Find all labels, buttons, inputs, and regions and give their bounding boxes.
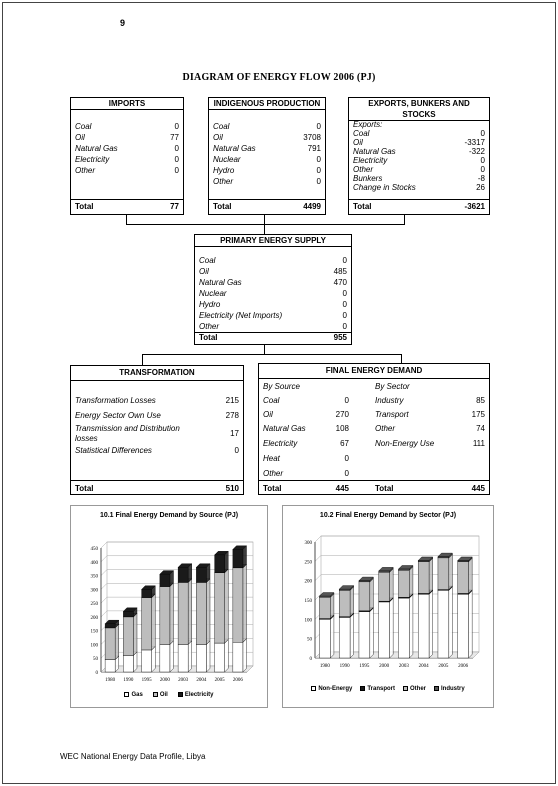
y-tick-label: 250 (90, 602, 98, 608)
imports-total: Total 77 (75, 202, 179, 211)
bar-segment-side (330, 594, 334, 619)
grid-line (101, 597, 107, 603)
by-sector-row: Other 74 (375, 424, 485, 433)
bar-segment-other (379, 572, 390, 601)
exports-row: Other 0 (353, 165, 485, 174)
bar-segment-industry (418, 561, 429, 562)
transformation-row: Statistical Differences 0 (75, 446, 239, 455)
imports-row: Other 0 (75, 166, 179, 175)
bar-segment-non-energy (359, 612, 370, 658)
bar-segment-electricity (142, 589, 152, 597)
bar-segment-industry (438, 557, 449, 558)
connector-line (264, 214, 265, 234)
bar-segment-side (390, 569, 394, 602)
by-source-total: Total 445 (263, 484, 349, 493)
bar-segment-industry (379, 571, 390, 572)
y-tick-label: 100 (90, 643, 98, 649)
transformation-row: Energy Sector Own Use 278 (75, 411, 239, 420)
bar-segment-gas (215, 643, 225, 672)
imports-row: Electricity 0 (75, 155, 179, 164)
bar-segment-side (449, 554, 453, 589)
chart-plot-source (71, 528, 269, 698)
exports-row: Oil -3317 (353, 138, 485, 147)
bar-segment-non-energy (319, 619, 330, 658)
exports-row: Natural Gas -322 (353, 147, 485, 156)
by-sector-total: Total 445 (375, 484, 485, 493)
page-number: 9 (120, 18, 126, 28)
y-tick-label: 0 (95, 671, 98, 676)
bar-segment-side (409, 567, 413, 598)
primary-row: Electricity (Net Imports) 0 (199, 311, 347, 320)
primary-energy-supply-box (194, 234, 352, 345)
x-tick-label: 1990 (123, 678, 134, 683)
y-tick-label: 300 (304, 541, 312, 546)
bar-segment-electricity (160, 574, 170, 586)
total-divider (349, 199, 489, 200)
transformation-row: Transformation Losses 215 (75, 396, 239, 405)
chart-title: 10.1 Final Energy Demand by Source (PJ) (99, 512, 239, 519)
imports-row: Natural Gas 0 (75, 144, 179, 153)
connector-line (142, 354, 143, 365)
bar-segment-non-energy (438, 590, 449, 658)
bar-segment-other (418, 562, 429, 594)
bar-segment-side (429, 591, 433, 658)
transformation-row: Transmission and Distribution losses 17 (75, 424, 239, 443)
bar-segment-industry (458, 561, 469, 562)
y-tick-label: 350 (90, 574, 98, 580)
exports-row: Coal 0 (353, 129, 485, 138)
bar-segment-non-energy (458, 594, 469, 658)
primary-title: PRIMARY ENERGY SUPPLY (195, 235, 351, 247)
by-source-row: Electricity 67 (263, 439, 349, 448)
bar-segment-side (409, 594, 413, 658)
transformation-box (70, 365, 244, 495)
by-source-row: Natural Gas 108 (263, 424, 349, 433)
imports-title: IMPORTS (71, 98, 183, 110)
y-tick-label: 150 (304, 599, 312, 604)
total-divider (209, 199, 325, 200)
bar-segment-side (170, 583, 174, 644)
bar-segment-side (225, 639, 229, 672)
chart-title: 10.2 Final Energy Demand by Sector (PJ) (319, 512, 457, 519)
grid-line (315, 536, 321, 542)
bar-segment-gas (123, 655, 133, 672)
x-tick-label: 1980 (105, 678, 116, 683)
y-tick-label: 50 (307, 637, 312, 643)
bar-segment-electricity (105, 624, 115, 628)
total-divider (71, 199, 183, 200)
exports-subheading: Exports: (353, 120, 383, 129)
exports-title: EXPORTS, BUNKERS AND STOCKS (349, 98, 489, 121)
bar-segment-side (330, 616, 334, 658)
transformation-total: Total 510 (75, 484, 239, 493)
bar-segment-side (243, 564, 247, 642)
bar-segment-side (370, 578, 374, 611)
x-tick-label: 2004 (418, 664, 429, 669)
bar-segment-side (188, 641, 192, 672)
imports-row: Coal 0 (75, 122, 179, 131)
bar-segment-other (438, 558, 449, 590)
indigenous-total: Total 4499 (213, 202, 321, 211)
primary-row: Other 0 (199, 322, 347, 331)
bar-segment-side (243, 639, 247, 672)
bar-segment-gas (233, 642, 243, 672)
bar-segment-electricity (196, 567, 206, 582)
legend-item: Other (403, 686, 426, 692)
primary-total: Total 955 (199, 333, 347, 342)
bar-segment-side (206, 579, 210, 645)
by-source-row: Coal 0 (263, 396, 349, 405)
bar-segment-gas (160, 644, 170, 672)
connector-line (142, 354, 402, 355)
y-tick-label: 300 (90, 588, 98, 594)
y-tick-label: 250 (304, 560, 312, 566)
legend-item: Gas (124, 692, 142, 698)
bar-segment-oil (142, 598, 152, 650)
legend-item: Industry (434, 686, 465, 692)
legend-item: Electricity (178, 692, 214, 698)
bar-segment-side (115, 624, 119, 659)
bar-segment-oil (123, 617, 133, 656)
indigenous-row: Oil 3708 (213, 133, 321, 142)
y-tick-label: 450 (90, 547, 98, 552)
y-tick-label: 100 (304, 618, 312, 624)
indigenous-row: Hydro 0 (213, 166, 321, 175)
exports-row: Bunkers -8 (353, 174, 485, 183)
bar-segment-gas (105, 660, 115, 672)
exports-row: Electricity 0 (353, 156, 485, 165)
grid-line (101, 570, 107, 576)
bar-segment-side (225, 569, 229, 643)
chart-legend (71, 692, 267, 698)
bar-segment-other (398, 570, 409, 597)
bar-segment-oil (178, 582, 188, 644)
by-source-row: Oil 270 (263, 410, 349, 419)
exports-total: Total -3621 (353, 202, 485, 211)
bar-segment-side (188, 579, 192, 645)
connector-line (126, 224, 405, 225)
bar-segment-other (359, 582, 370, 611)
bar-segment-oil (196, 582, 206, 644)
indigenous-row: Natural Gas 791 (213, 144, 321, 153)
transformation-title: TRANSFORMATION (71, 366, 243, 381)
bar-segment-industry (339, 589, 350, 590)
chart-plot-sector (283, 528, 495, 698)
bar-segment-side (152, 646, 156, 672)
bar-segment-other (319, 597, 330, 618)
bar-segment-oil (215, 573, 225, 643)
chart-demand-by-sector (282, 505, 494, 708)
bar-segment-side (133, 613, 137, 655)
bar-segment-oil (105, 628, 115, 660)
by-source-row: Heat 0 (263, 454, 349, 463)
total-divider (259, 480, 489, 481)
grid-line (101, 583, 107, 589)
bar-segment-side (469, 591, 473, 658)
bar-segment-side (350, 587, 354, 617)
chart-legend (283, 686, 493, 692)
bar-segment-electricity (233, 549, 243, 567)
imports-row: Oil 77 (75, 133, 179, 142)
bar-segment-electricity (123, 611, 133, 617)
grid-line (315, 575, 321, 581)
primary-row: Natural Gas 470 (199, 278, 347, 287)
final-energy-demand-box (258, 363, 490, 495)
legend-item: Oil (153, 692, 168, 698)
primary-row: Oil 485 (199, 267, 347, 276)
bar-segment-side (152, 594, 156, 650)
bar-segment-side (350, 614, 354, 658)
by-source-heading: By Source (263, 382, 300, 391)
bar-segment-industry (359, 581, 370, 582)
x-tick-label: 2005 (214, 678, 225, 683)
x-tick-label: 2005 (438, 664, 449, 669)
grid-line (101, 556, 107, 562)
y-tick-label: 200 (304, 579, 312, 585)
x-tick-label: 2003 (398, 664, 409, 669)
bar-segment-side (469, 558, 473, 593)
by-sector-row: Transport 175 (375, 410, 485, 419)
bar-segment-oil (233, 568, 243, 642)
bar-segment-side (206, 641, 210, 672)
x-tick-label: 1995 (141, 678, 152, 683)
by-sector-row: Industry 85 (375, 396, 485, 405)
bar-segment-gas (142, 650, 152, 672)
indigenous-row: Nuclear 0 (213, 155, 321, 164)
bar-segment-oil (160, 587, 170, 645)
x-tick-label: 1980 (319, 664, 330, 669)
bar-segment-non-energy (339, 617, 350, 658)
x-tick-label: 1995 (359, 664, 370, 669)
y-tick-label: 150 (90, 629, 98, 635)
grid-line (101, 611, 107, 617)
footer: WEC National Energy Data Profile, Libya (60, 752, 206, 761)
by-source-row: Other 0 (263, 469, 349, 478)
indigenous-row: Coal 0 (213, 122, 321, 131)
primary-row: Coal 0 (199, 256, 347, 265)
bar-segment-side (390, 598, 394, 658)
y-tick-label: 0 (309, 657, 312, 662)
diagram-title: DIAGRAM OF ENERGY FLOW 2006 (PJ) (182, 72, 376, 83)
bar-segment-non-energy (418, 594, 429, 658)
bar-segment-gas (196, 644, 206, 672)
legend-item: Transport (360, 686, 395, 692)
x-tick-label: 2000 (159, 678, 170, 683)
y-tick-label: 400 (90, 560, 98, 566)
bar-segment-side (370, 608, 374, 658)
x-tick-label: 2000 (379, 664, 390, 669)
bar-segment-side (170, 641, 174, 672)
x-tick-label: 2003 (178, 678, 189, 683)
bar-segment-gas (178, 644, 188, 672)
by-sector-row: Non-Energy Use 111 (375, 439, 485, 448)
bar-segment-side (429, 558, 433, 593)
exports-bunkers-stocks-box (348, 97, 490, 215)
bar-segment-industry (319, 596, 330, 597)
indigenous-title: INDIGENOUS PRODUCTION (209, 98, 325, 110)
primary-row: Hydro 0 (199, 300, 347, 309)
chart-demand-by-source (70, 505, 268, 708)
x-tick-label: 1990 (339, 664, 350, 669)
grid-line (315, 555, 321, 561)
final-demand-title: FINAL ENERGY DEMAND (259, 364, 489, 379)
bar-segment-non-energy (379, 602, 390, 658)
y-tick-label: 200 (90, 615, 98, 621)
bar-segment-other (339, 590, 350, 616)
bar-segment-side (449, 587, 453, 658)
indigenous-production-box (208, 97, 326, 215)
indigenous-row: Other 0 (213, 177, 321, 186)
legend-item: Non-Energy (311, 686, 352, 692)
grid-line (101, 542, 107, 548)
bar-segment-electricity (178, 567, 188, 582)
bar-segment-industry (398, 569, 409, 570)
x-tick-label: 2006 (232, 678, 243, 683)
primary-row: Nuclear 0 (199, 289, 347, 298)
total-divider (71, 480, 243, 481)
by-sector-heading: By Sector (375, 382, 410, 391)
bar-segment-non-energy (398, 598, 409, 658)
exports-row: Change in Stocks 26 (353, 183, 485, 192)
x-tick-label: 2006 (458, 664, 469, 669)
bar-segment-electricity (215, 555, 225, 573)
y-tick-label: 50 (93, 657, 98, 663)
x-tick-label: 2004 (196, 678, 207, 683)
imports-box (70, 97, 184, 215)
bar-segment-other (458, 562, 469, 594)
